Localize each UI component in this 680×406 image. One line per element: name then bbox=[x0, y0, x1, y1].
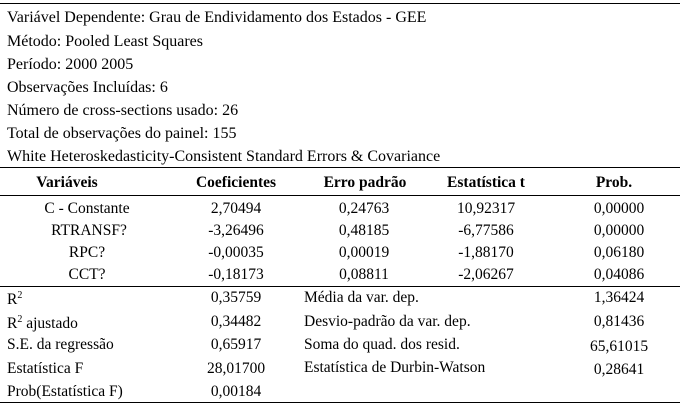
dependent-variable-line: Variável Dependente: Grau de Endividamento dos Estados - GEE bbox=[7, 9, 427, 26]
method-line: Método: Pooled Least Squares bbox=[7, 33, 203, 50]
t-statistic-value: -1,88170 bbox=[458, 244, 514, 261]
std-error-value: 0,48185 bbox=[338, 222, 390, 239]
t-statistic-value: -2,06267 bbox=[458, 266, 514, 283]
stat-label: $R^2$ bbox=[7, 290, 23, 308]
column-header-t-statistic: Estatística t bbox=[447, 174, 525, 191]
coefficient-value: -3,26496 bbox=[208, 222, 264, 239]
stat-label: Estatística F bbox=[7, 360, 84, 377]
prob-value: 0,00000 bbox=[593, 200, 645, 217]
stat-label: S.E. da regressão bbox=[7, 336, 114, 353]
observations-line: Observações Incluídas: 6 bbox=[7, 79, 168, 96]
column-header-prob: Prob. bbox=[595, 174, 633, 191]
coefficient-value: -0,00035 bbox=[208, 244, 264, 261]
stat-label: Prob(Estatística F) bbox=[7, 383, 123, 400]
coefficient-value: 2,70494 bbox=[210, 200, 262, 217]
stat-label: Média da var. dep. bbox=[304, 289, 419, 306]
stat-label: Desvio-padrão da var. dep. bbox=[304, 313, 471, 330]
top-rule bbox=[0, 3, 680, 4]
variable-name: RTRANSF? bbox=[51, 222, 127, 239]
stat-label: Soma do quad. dos resid. bbox=[304, 336, 460, 353]
variable-name: C - Constante bbox=[44, 200, 130, 217]
cross-sections-line: Número de cross-sections usado: 26 bbox=[7, 102, 239, 119]
prob-value: 0,00000 bbox=[593, 222, 645, 239]
stat-value: 0,65917 bbox=[210, 336, 262, 353]
stat-label: $R^2$ ajustado bbox=[7, 314, 78, 332]
std-error-value: 0,00019 bbox=[338, 244, 390, 261]
stat-value: 0,35759 bbox=[210, 289, 262, 306]
std-error-value: 0,08811 bbox=[339, 266, 389, 283]
stat-value: 0,00184 bbox=[210, 383, 262, 400]
column-header-std-error: Erro padrão bbox=[323, 174, 407, 191]
t-statistic-value: 10,92317 bbox=[456, 200, 516, 217]
coefficient-value: -0,18173 bbox=[208, 266, 264, 283]
stat-value: 65,61015 bbox=[589, 338, 649, 355]
stat-label: Estatística de Durbin-Watson bbox=[304, 359, 486, 376]
variable-name: RPC? bbox=[68, 244, 106, 261]
total-observations-line: Total de observações do painel: 155 bbox=[7, 125, 237, 142]
stat-value: 28,01700 bbox=[206, 360, 266, 377]
period-line: Período: 2000 2005 bbox=[7, 56, 134, 73]
variable-name: CCT? bbox=[68, 266, 106, 283]
column-header-variables: Variáveis bbox=[36, 174, 98, 191]
std-error-value: 0,24763 bbox=[338, 200, 390, 217]
stat-value: 0,81436 bbox=[593, 313, 645, 330]
stat-value: 0,34482 bbox=[210, 313, 262, 330]
prob-value: 0,04086 bbox=[593, 266, 645, 283]
standard-errors-line: White Heteroskedasticity-Consistent Standard Errors & Covariance bbox=[7, 148, 441, 165]
coefficients-bottom-rule bbox=[0, 286, 680, 287]
column-header-coefficients: Coeficientes bbox=[195, 174, 277, 191]
stat-value: 0,28641 bbox=[593, 361, 645, 378]
header-bottom-rule bbox=[0, 195, 680, 196]
prob-value: 0,06180 bbox=[593, 244, 645, 261]
stat-value: 1,36424 bbox=[593, 289, 645, 306]
t-statistic-value: -6,77586 bbox=[458, 222, 514, 239]
table-bottom-rule bbox=[0, 402, 680, 403]
table-top-rule bbox=[0, 167, 680, 168]
